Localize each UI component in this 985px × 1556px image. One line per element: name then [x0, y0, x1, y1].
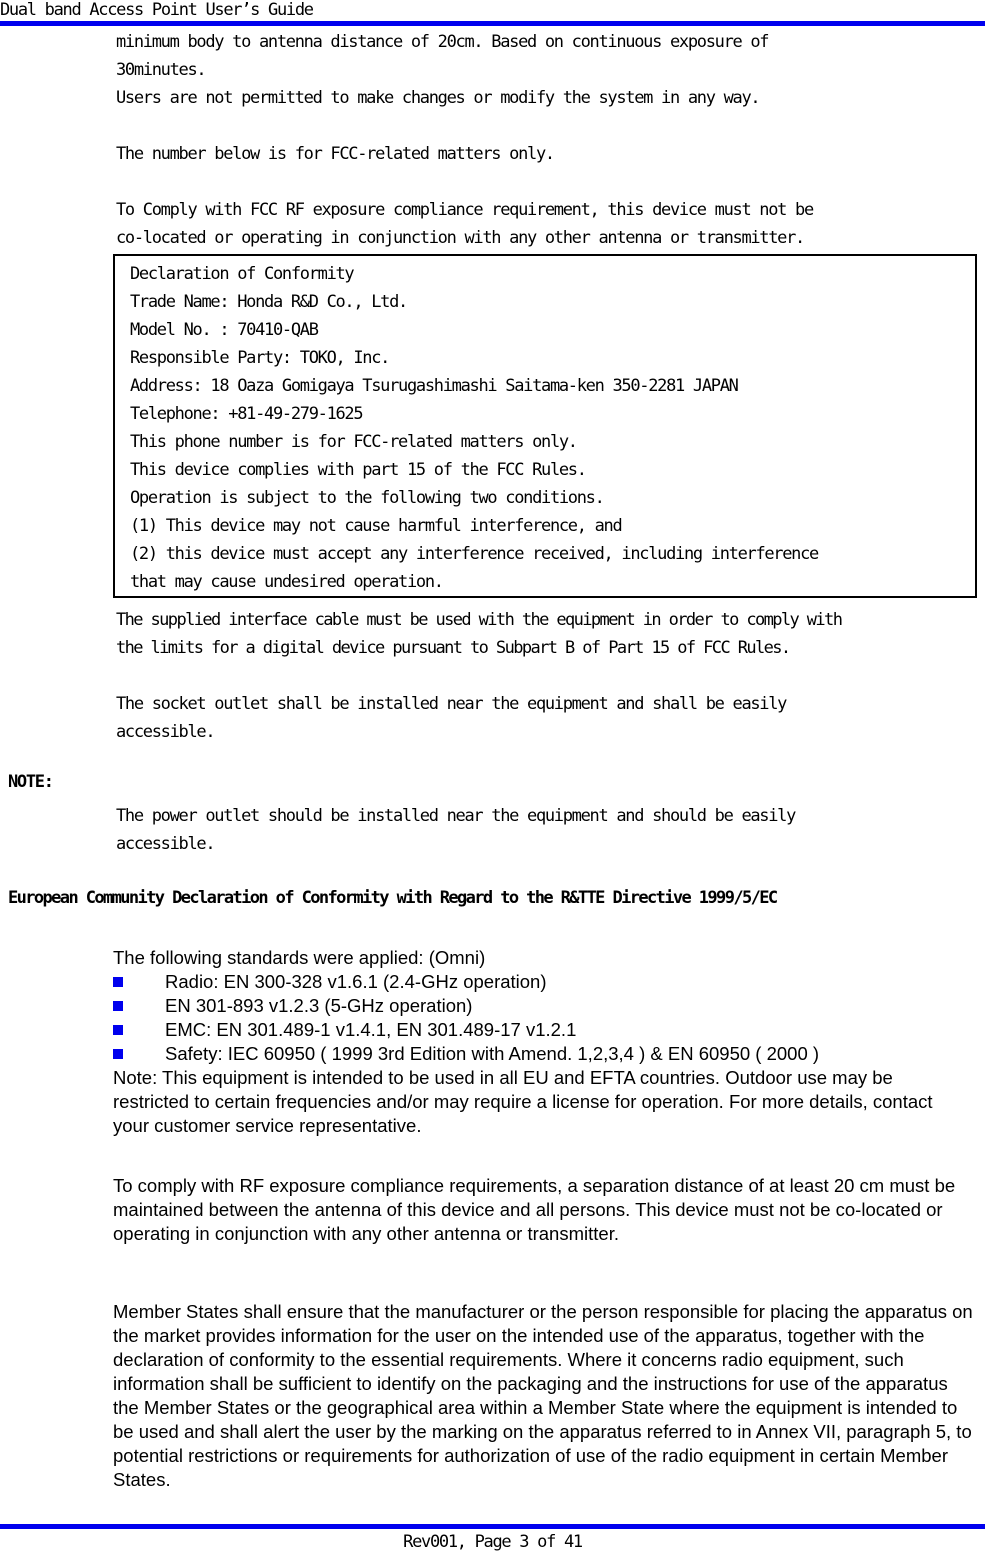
colocation-paragraph	[116, 196, 813, 252]
cable-line: the limits for a digital device pursuant to Subpart B of Part 15 of FCC Rules.	[116, 638, 790, 658]
intro-line: minimum body to antenna distance of 20cm. Based on continuous exposure of	[116, 32, 769, 52]
colocation-line: co-located or operating in conjunction with any other antenna or transmitter.	[116, 228, 804, 248]
declaration-line: (2) this device must accept any interference received, including interference	[130, 544, 818, 564]
intro-line: 30minutes.	[116, 60, 206, 80]
note-label: NOTE:	[8, 772, 53, 792]
standards-list	[113, 970, 973, 1066]
declaration-line: Trade Name: Honda R&D Co., Ltd.	[130, 292, 407, 312]
eu-standards-section	[113, 946, 973, 1138]
standards-intro: The following standards were applied: (Omni)	[113, 947, 486, 968]
socket-line: The socket outlet shall be installed near the equipment and shall be easily	[116, 694, 787, 714]
declaration-line: Address: 18 Oaza Gomigaya Tsurugashimashi Saitama-ken 350-2281 JAPAN	[130, 376, 738, 396]
colocation-line: To Comply with FCC RF exposure compliance requirement, this device must not be	[116, 200, 813, 220]
header-title: Dual band Access Point User’s Guide	[0, 0, 313, 20]
square-bullet-icon	[113, 1049, 123, 1059]
declaration-line: (1) This device may not cause harmful interference, and	[130, 516, 622, 536]
declaration-line: Responsible Party: TOKO, Inc.	[130, 348, 390, 368]
declaration-line: Telephone: +81-49-279-1625	[130, 404, 363, 424]
eu-countries-note: Note: This equipment is intended to be used in all EU and EFTA countries. Outdoor use may be restricted to certain frequencies and/or may require a license for operation. For more details, contact your customer service representative.	[113, 1067, 933, 1136]
fcc-number-note: The number below is for FCC-related matters only.	[116, 144, 554, 164]
socket-line: accessible.	[116, 722, 215, 742]
declaration-line: Operation is subject to the following two conditions.	[130, 488, 604, 508]
intro-exposure-paragraph	[116, 28, 768, 112]
note-line: The power outlet should be installed near the equipment and should be easily	[116, 806, 796, 826]
declaration-line: that may cause undesired operation.	[130, 572, 443, 592]
declaration-line: Model No. : 70410-QAB	[130, 320, 318, 340]
note-line: accessible.	[116, 834, 215, 854]
declaration-line: This phone number is for FCC-related matters only.	[130, 432, 577, 452]
standards-list-item: EN 301-893 v1.2.3 (5-GHz operation)	[113, 994, 973, 1018]
square-bullet-icon	[113, 1001, 123, 1011]
rf-exposure-paragraph: To comply with RF exposure compliance requirements, a separation distance of at least 20 cm must be maintained between the antenna of this device and all persons. This device must not be co-located or operating in conjunction with any other antenna or transmitter.	[113, 1175, 956, 1244]
declaration-of-conformity-box	[113, 254, 977, 598]
page-number: Rev001, Page 3 of 41	[403, 1532, 582, 1552]
standards-list-item: Safety: IEC 60950 ( 1999 3rd Edition with Amend. 1,2,3,4 ) & EN 60950 ( 2000 )	[113, 1042, 973, 1066]
eu-declaration-heading: European Community Declaration of Conformity with Regard to the R&TTE Directive 1999/5/EC	[8, 888, 777, 908]
intro-line: Users are not permitted to make changes or modify the system in any way.	[116, 88, 760, 108]
footer-rule	[0, 1524, 985, 1529]
square-bullet-icon	[113, 977, 123, 987]
square-bullet-icon	[113, 1025, 123, 1035]
member-states-paragraph: Member States shall ensure that the manufacturer or the person responsible for placing the apparatus on the market provides information for the user on the intended use of the apparatus, together with the declaration of conformity to the essential requirements. Where it concerns radio equipment, such information shall be sufficient to identify on the packaging and the instructions for use of the apparatus the Member States or the geographical area within a Member State where the equipment is intended to be used and shall alert the user by the marking on the apparatus referred to in Annex VII, paragraph 5, to potential restrictions or requirements for authorization of use of the radio equipment in certain Member States.	[113, 1301, 973, 1490]
header-rule	[0, 21, 985, 26]
standards-list-item: EMC: EN 301.489-1 v1.4.1, EN 301.489-17 v1.2.1	[113, 1018, 973, 1042]
interface-cable-paragraph	[116, 606, 841, 662]
note-paragraph	[116, 802, 795, 858]
declaration-line: This device complies with part 15 of the FCC Rules.	[130, 460, 586, 480]
socket-outlet-paragraph	[116, 690, 786, 746]
cable-line: The supplied interface cable must be used with the equipment in order to comply with	[116, 610, 842, 630]
standards-list-item: Radio: EN 300-328 v1.6.1 (2.4-GHz operation)	[113, 970, 973, 994]
declaration-line: Declaration of Conformity	[130, 264, 354, 284]
